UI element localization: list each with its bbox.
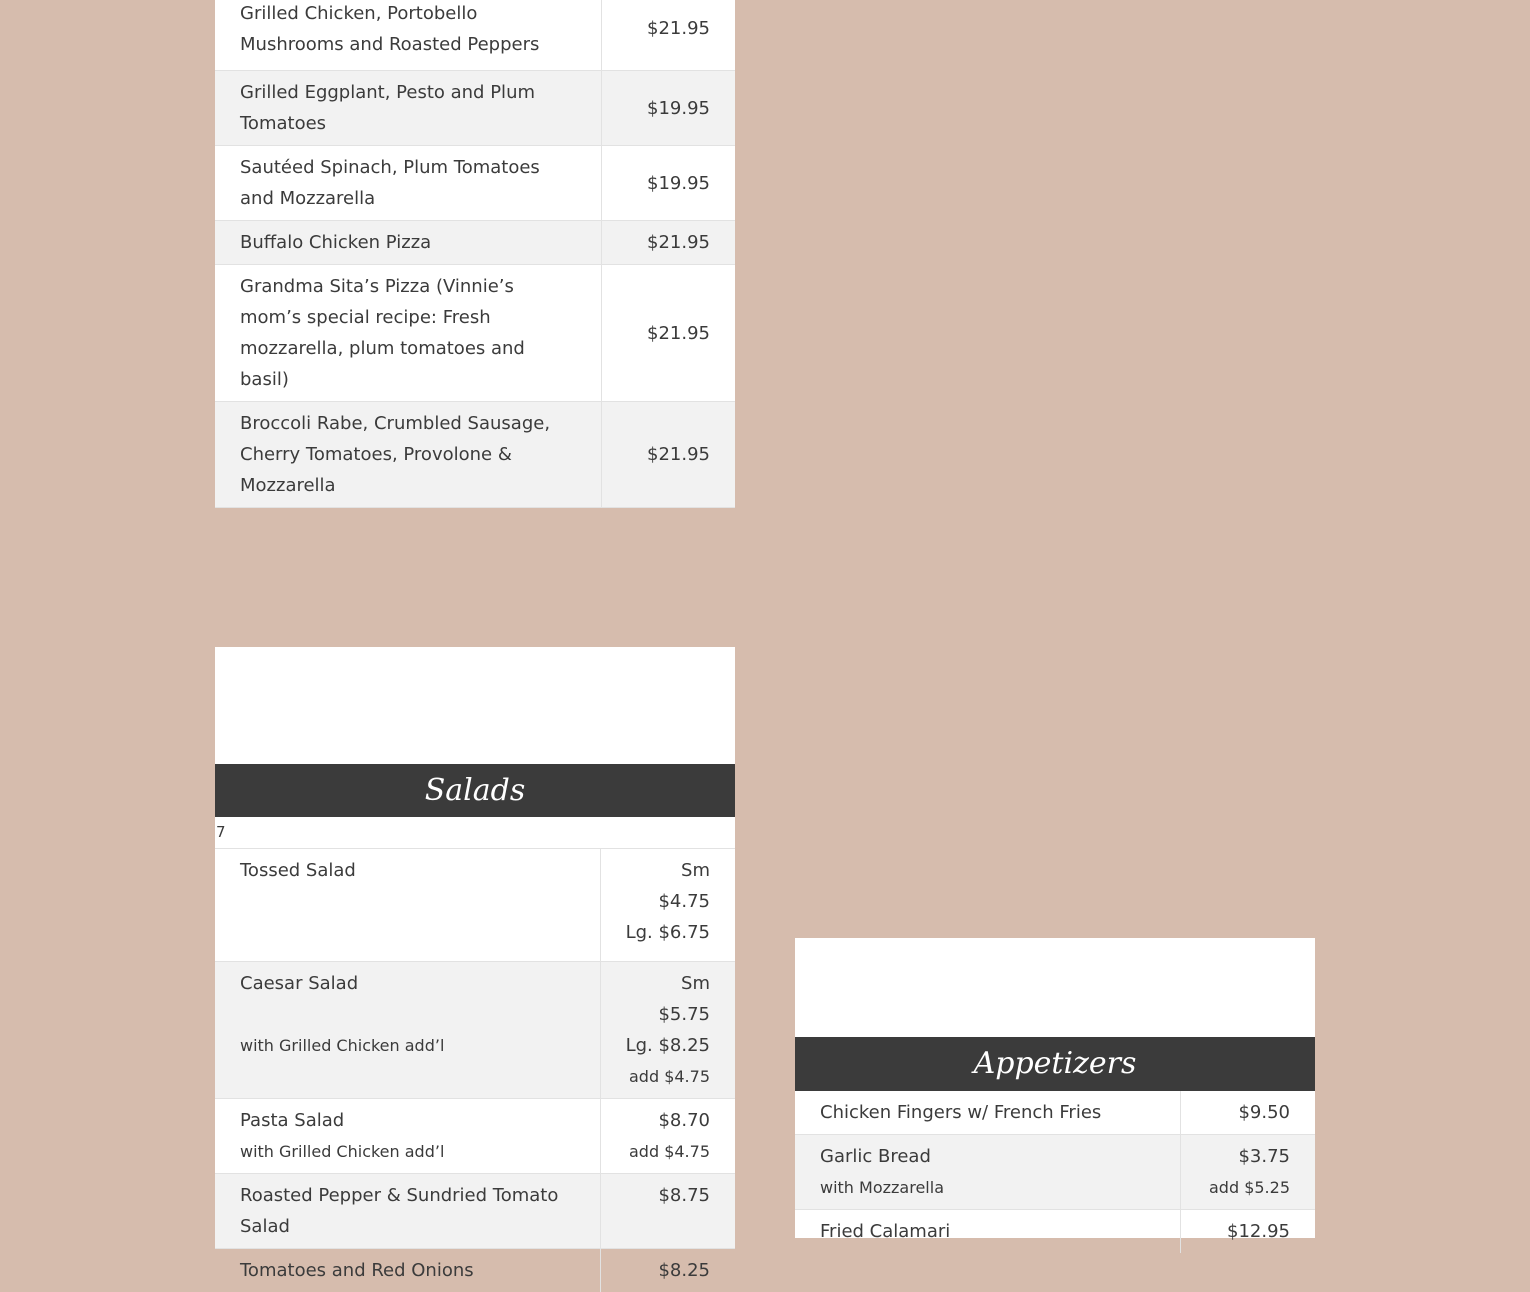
item-name: Pasta Salad <box>240 1105 575 1136</box>
menu-row <box>795 1091 1315 1135</box>
pizza-menu-card <box>215 0 735 483</box>
item-price: $9.50 <box>1238 1102 1290 1123</box>
menu-row <box>215 1174 735 1249</box>
item-price: $3.75 <box>1206 1141 1291 1172</box>
menu-row <box>215 71 735 146</box>
salads-menu-card <box>215 647 735 1237</box>
item-price: $21.95 <box>647 18 710 39</box>
item-name: Garlic Bread <box>820 1141 1155 1172</box>
appetizers-menu-table <box>795 1091 1315 1253</box>
item-name: Chicken Fingers w/ French Fries <box>820 1102 1101 1123</box>
section-title: Salads <box>425 773 526 808</box>
item-price: $8.70 <box>626 1105 711 1136</box>
item-name: Grilled Eggplant, Pesto and Plum Tomatoes <box>240 82 535 134</box>
menu-row <box>215 962 735 1099</box>
item-name: Grandma Sita’s Pizza (Vinnie’s mom’s special recipe: Fresh mozzarella, plum tomatoes and basil) <box>240 276 525 390</box>
item-name: Sautéed Spinach, Plum Tomatoes and Mozzarella <box>240 157 540 209</box>
item-price: $8.75 <box>658 1185 710 1206</box>
item-price: $19.95 <box>647 98 710 119</box>
item-name: Roasted Pepper & Sundried Tomato Salad <box>240 1185 558 1237</box>
menu-row <box>215 0 735 71</box>
item-price: $21.95 <box>647 444 710 465</box>
item-price: $21.95 <box>647 232 710 253</box>
item-name: Grilled Chicken, Portobello Mushrooms and Roasted Peppers <box>240 3 539 55</box>
salads-note <box>215 817 736 847</box>
salads-menu-table <box>215 848 735 1292</box>
item-name: Tomatoes and Red Onions <box>240 1260 474 1281</box>
menu-row <box>795 1210 1315 1254</box>
menu-row <box>795 1135 1315 1210</box>
menu-row <box>215 402 735 508</box>
appetizers-header <box>795 1037 1315 1091</box>
menu-row <box>215 146 735 221</box>
item-price-small: Sm $5.75 <box>626 968 711 1030</box>
item-extra: with Grilled Chicken add’l <box>240 1136 575 1167</box>
menu-row <box>215 1249 735 1292</box>
item-price: $8.25 <box>658 1260 710 1281</box>
menu-row <box>215 1099 735 1174</box>
item-price-large: Lg. $8.25 <box>626 1030 711 1061</box>
item-price-small: Sm $4.75 <box>626 855 711 917</box>
item-extra-price: add $4.75 <box>626 1136 711 1167</box>
item-name: Buffalo Chicken Pizza <box>240 232 431 253</box>
note-text: 7 <box>216 823 226 841</box>
item-extra-price: add $4.75 <box>626 1061 711 1092</box>
item-price: $12.95 <box>1227 1221 1290 1242</box>
item-name: Caesar Salad <box>240 968 575 999</box>
item-price: $21.95 <box>647 323 710 344</box>
item-price: $19.95 <box>647 173 710 194</box>
item-extra: with Mozzarella <box>820 1172 1155 1203</box>
section-title: Appetizers <box>974 1046 1137 1081</box>
item-name: Fried Calamari <box>820 1221 950 1242</box>
item-extra-price: add $5.25 <box>1206 1172 1291 1203</box>
item-name: Tossed Salad <box>240 860 356 881</box>
menu-row <box>215 221 735 265</box>
salads-header <box>215 764 735 817</box>
item-name: Broccoli Rabe, Crumbled Sausage, Cherry Tomatoes, Provolone & Mozzarella <box>240 413 550 496</box>
appetizers-menu-card <box>795 938 1315 1238</box>
item-extra: with Grilled Chicken add’l <box>240 1030 575 1061</box>
pizza-menu-table <box>215 0 735 508</box>
menu-row <box>215 265 735 402</box>
item-price-large: Lg. $6.75 <box>626 917 711 948</box>
menu-row <box>215 849 735 962</box>
